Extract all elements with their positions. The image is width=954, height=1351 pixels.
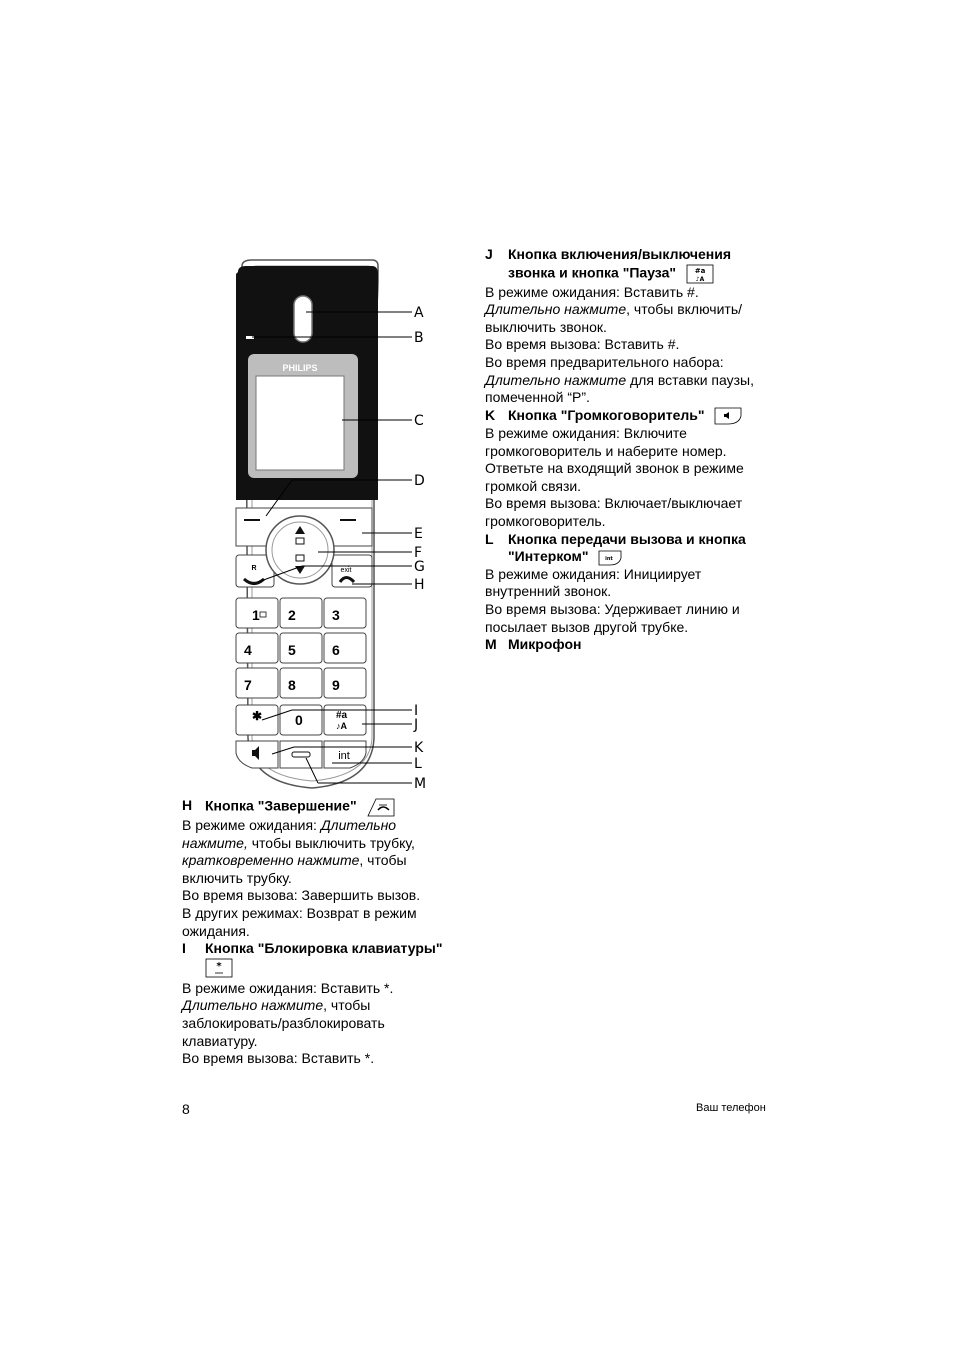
- item-j-heading: [485, 246, 770, 284]
- item-j-letter: J: [485, 246, 493, 262]
- end-call-key-icon: [366, 797, 396, 817]
- callout-g: G: [414, 559, 425, 575]
- item-l-title-2: "Интерком": [508, 548, 589, 565]
- callout-c: C: [414, 413, 424, 429]
- key-star: ✱: [252, 709, 263, 723]
- earpiece: [294, 296, 312, 342]
- item-j-title-2: звонка и кнопка "Пауза": [508, 264, 677, 281]
- key-2: 2: [288, 607, 296, 623]
- key-hash: #a: [336, 710, 348, 721]
- item-m-heading: [485, 636, 770, 654]
- key-7: 7: [244, 677, 252, 693]
- int-key-icon: [598, 550, 622, 566]
- exit-label: exit: [340, 567, 352, 574]
- callout-m: M: [414, 776, 427, 792]
- key-3: 3: [332, 607, 340, 623]
- callout-f: F: [414, 545, 423, 561]
- item-k-letter: K: [485, 406, 496, 423]
- left-column: [182, 797, 452, 1068]
- item-m-letter: M: [485, 636, 497, 653]
- callout-i: I: [414, 703, 419, 719]
- section-title: Ваш телефон: [696, 1102, 766, 1114]
- item-k-heading: [485, 407, 770, 425]
- item-h-letter: H: [182, 797, 193, 813]
- item-i-title: Кнопка "Блокировка клавиатуры": [205, 940, 443, 957]
- item-k-title: Кнопка "Громкоговоритель": [508, 406, 705, 423]
- hash-key-icon: [686, 264, 714, 284]
- item-i-heading: [182, 940, 452, 958]
- callout-b: B: [414, 330, 424, 346]
- callout-l: L: [414, 756, 422, 772]
- key-6: 6: [332, 642, 340, 658]
- item-l-title-1: Кнопка передачи вызова и кнопка: [508, 530, 746, 547]
- item-h-body: В режиме ожидания: Длительно нажмите, чтобы выключить трубку, кратковременно нажмите, чтобы включить трубку. Во время вызова: Завершить вызов. В других режимах: Возврат в режим ожидания.: [182, 817, 421, 939]
- speaker-key-icon: [714, 407, 742, 425]
- display-screen: [256, 376, 344, 470]
- item-i-letter: I: [182, 940, 186, 957]
- int-key: int: [338, 750, 350, 762]
- key-hash-ring: ♪A: [336, 721, 347, 731]
- key-9: 9: [332, 677, 340, 693]
- item-k-body: В режиме ожидания: Включите громкоговоритель и наберите номер. Ответьте на входящий звонок в режиме громкой связи. Во время вызова: Включает/выключает громкоговоритель.: [485, 425, 744, 530]
- star-key-icon: [205, 958, 233, 978]
- callout-e: E: [414, 526, 423, 542]
- callout-j: J: [414, 717, 419, 733]
- brand-logo: PHILIPS: [282, 363, 318, 373]
- item-l-heading: [485, 531, 770, 566]
- svg-text:#a: #a: [694, 266, 706, 275]
- item-l-body: В режиме ожидания: Инициирует внутренний звонок. Во время вызова: Удерживает линию и посылает вызов другой трубке.: [485, 565, 740, 635]
- callout-k: K: [414, 740, 424, 756]
- key-5: 5: [288, 642, 296, 658]
- item-i-body: В режиме ожидания: Вставить *. Длительно нажмите, чтобы заблокировать/разблокировать клавиатуру. Во время вызова: Вставить *.: [182, 979, 394, 1067]
- item-m-title: Микрофон: [508, 636, 582, 653]
- r-label: R: [251, 565, 257, 572]
- key-0: 0: [295, 712, 303, 728]
- key-8: 8: [288, 677, 296, 693]
- item-h-title: Кнопка "Завершение": [205, 797, 357, 814]
- phone-diagram: [222, 258, 434, 793]
- item-j-title-1: Кнопка включения/выключения: [508, 246, 732, 262]
- item-h-heading: [182, 797, 452, 817]
- right-column: [485, 246, 770, 654]
- key-4: 4: [244, 642, 252, 658]
- svg-text:*: *: [216, 960, 222, 972]
- page-number: 8: [182, 1101, 190, 1117]
- callout-d: D: [414, 473, 425, 489]
- callout-a: A: [414, 305, 424, 321]
- callout-h: H: [414, 577, 425, 593]
- svg-text:int: int: [605, 555, 614, 562]
- key-1: 1: [252, 607, 260, 623]
- svg-text:♪A: ♪A: [695, 275, 705, 283]
- item-l-letter: L: [485, 530, 494, 547]
- item-j-body: В режиме ожидания: Вставить #. Длительно нажмите, чтобы включить/ выключить звонок. Во время вызова: Вставить #. Во время предварительного набора: Длительно нажмите для вставки паузы, помеченной “P”.: [485, 283, 754, 406]
